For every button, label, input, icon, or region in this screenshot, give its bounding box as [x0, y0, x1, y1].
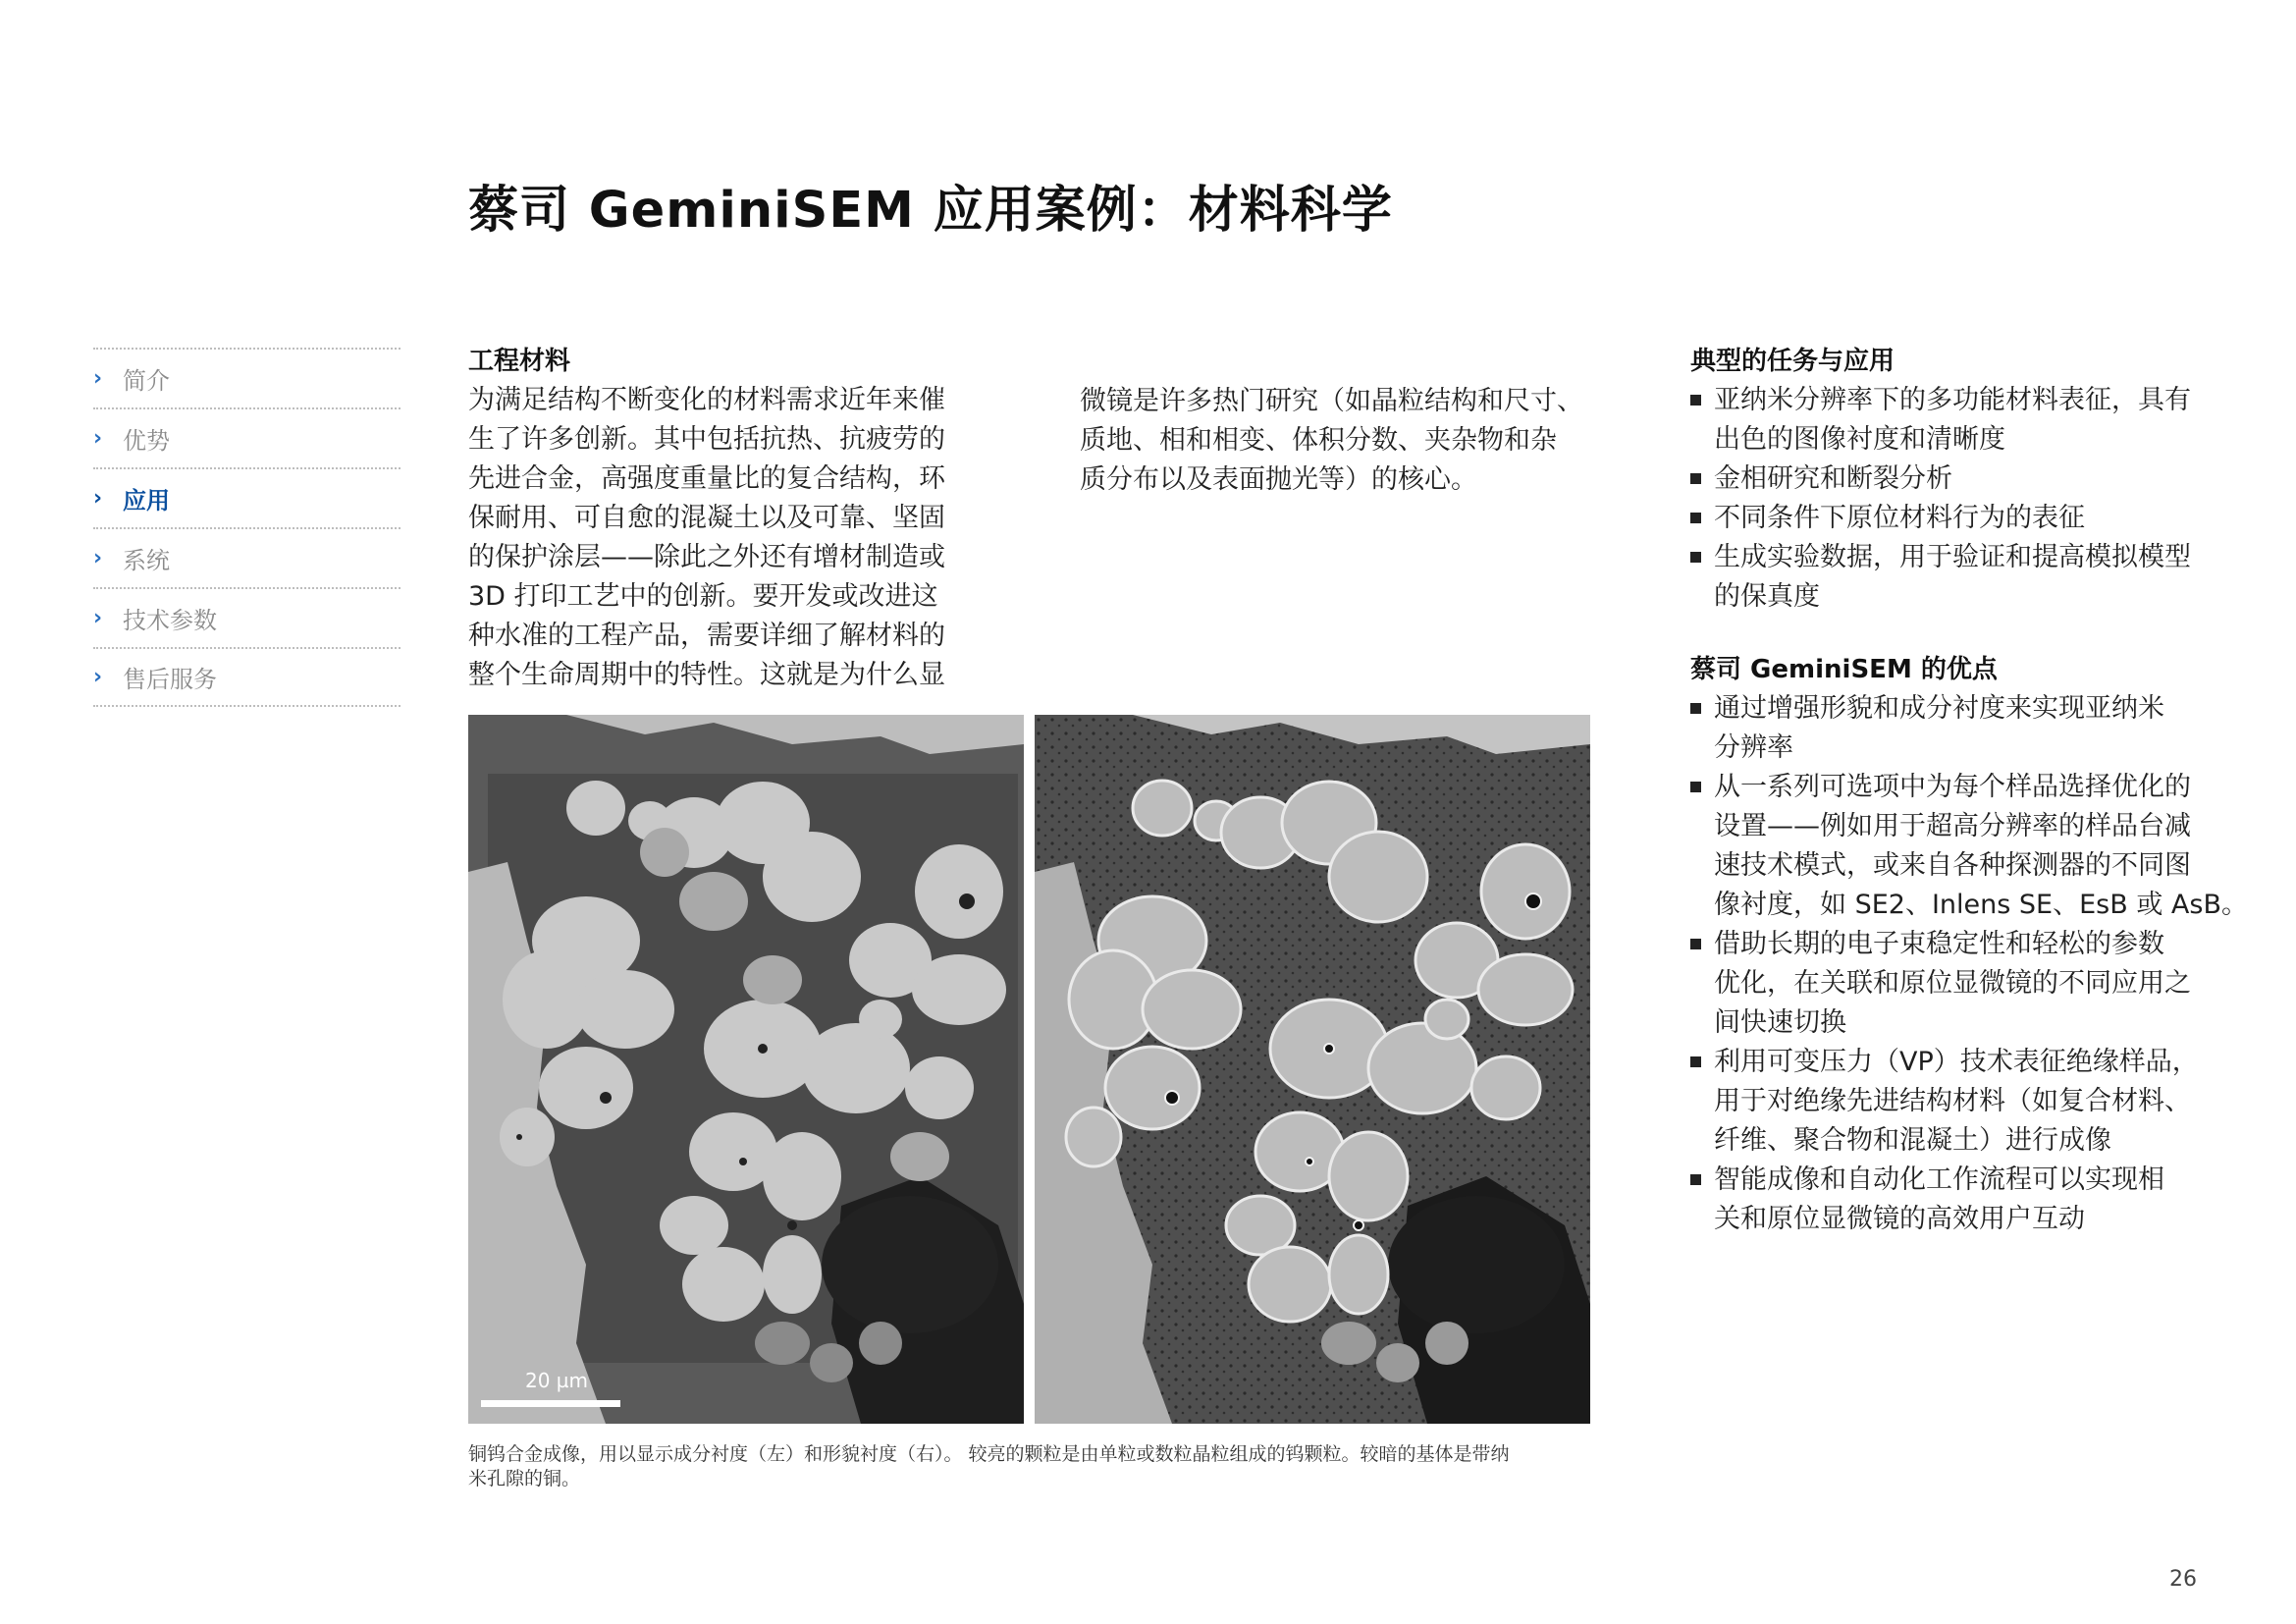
bullet-line: 金相研究和断裂分析	[1714, 463, 1952, 494]
bullet-line: 通过增强形貌和成分衬度来实现亚纳米	[1714, 693, 2164, 724]
bullet-line: 不同条件下原位材料行为的表征	[1714, 503, 2085, 533]
bullet-line: 纤维、聚合物和混凝土）进行成像	[1714, 1125, 2111, 1156]
nav-item-label: 系统	[123, 547, 170, 574]
bullet-line: 亚纳米分辨率下的多功能材料表征，具有	[1714, 385, 2191, 415]
bullet-line: 关和原位显微镜的高效用户互动	[1714, 1204, 2085, 1234]
nav-item-2[interactable]	[93, 467, 400, 527]
bullet-item	[1690, 768, 2248, 925]
page-title: 蔡司 GeminiSEM 应用案例：材料科学	[468, 182, 1393, 240]
paragraph-line: 的保护涂层——除此之外还有增材制造或	[468, 542, 945, 572]
bullet-line: 速技术模式，或来自各种探测器的不同图	[1714, 850, 2191, 881]
bullet-line: 优化，在关联和原位显微镜的不同应用之	[1714, 968, 2191, 999]
bullet-item	[1690, 1043, 2240, 1161]
paragraph-line: 为满足结构不断变化的材料需求近年来催	[468, 385, 945, 415]
micrograph-topographic	[1035, 715, 1590, 1424]
nav-item-5[interactable]	[93, 647, 400, 707]
bullet-item	[1690, 1161, 2240, 1239]
paragraph-line: 生了许多创新。其中包括抗热、抗疲劳的	[468, 424, 945, 455]
bullet-item	[1690, 925, 2240, 1043]
tasks-heading: 典型的任务与应用	[1690, 347, 1896, 376]
nav-item-4[interactable]	[93, 587, 400, 647]
bullet-line: 出色的图像衬度和清晰度	[1714, 424, 2005, 455]
caption-line: 米孔隙的铜。	[468, 1468, 581, 1489]
nav-item-label: 优势	[123, 427, 170, 455]
paragraph-line: 保耐用、可自愈的混凝土以及可靠、坚固	[468, 503, 945, 533]
page-number: 26	[2169, 1567, 2197, 1592]
bullet-line: 间快速切换	[1714, 1007, 1846, 1038]
right-column	[1690, 342, 2248, 1239]
bullet-line: 利用可变压力（VP）技术表征绝缘样品，	[1714, 1047, 2199, 1077]
paragraph-line: 质地、相和相变、体积分数、夹杂物和杂	[1080, 425, 1557, 456]
tasks-list	[1690, 381, 2240, 617]
chevron-right-icon: ›	[93, 426, 103, 451]
paragraph-line: 微镜是许多热门研究（如晶粒结构和尺寸、	[1080, 386, 1583, 416]
bullet-line: 从一系列可选项中为每个样品选择优化的	[1714, 772, 2191, 802]
nav-item-3[interactable]	[93, 527, 400, 587]
caption-line: 铜钨合金成像，用以显示成分衬度（左）和形貌衬度（右）。 较亮的颗粒是由单粒或数粒晶粒组成的钨颗粒。较暗的基体是带纳	[468, 1443, 1510, 1465]
paragraph-line: 3D 打印工艺中的创新。要开发或改进这	[468, 581, 938, 612]
chevron-right-icon: ›	[93, 665, 103, 689]
bullet-item	[1690, 689, 2240, 768]
bullet-line: 生成实验数据，用于验证和提高模拟模型	[1714, 542, 2191, 572]
bullet-line: 借助长期的电子束稳定性和轻松的参数	[1714, 929, 2164, 959]
engineering-column-1	[468, 342, 998, 695]
bullet-line: 用于对绝缘先进结构材料（如复合材料、	[1714, 1086, 2191, 1116]
nav-item-0[interactable]	[93, 348, 400, 407]
section-nav	[93, 348, 400, 707]
engineering-paragraph-2	[1080, 382, 1649, 500]
figure-caption	[468, 1442, 1627, 1491]
paragraph-line: 先进合金，高强度重量比的复合结构，环	[468, 463, 945, 494]
bullet-line: 智能成像和自动化工作流程可以实现相	[1714, 1164, 2164, 1195]
advantages-heading: 蔡司 GeminiSEM 的优点	[1690, 655, 1998, 684]
chevron-right-icon: ›	[93, 366, 103, 391]
scale-bar	[481, 1400, 620, 1407]
nav-item-label: 售后服务	[123, 666, 217, 693]
paragraph-line: 整个生命周期中的特性。这就是为什么显	[468, 660, 945, 690]
bullet-item	[1690, 381, 2240, 460]
paragraph-line: 种水准的工程产品，需要详细了解材料的	[468, 621, 945, 651]
chevron-right-icon: ›	[93, 546, 103, 570]
chevron-right-icon: ›	[93, 486, 103, 511]
nav-item-label: 技术参数	[123, 607, 217, 634]
bullet-item	[1690, 460, 2240, 499]
micrograph-compositional	[468, 715, 1024, 1424]
paragraph-line: 质分布以及表面抛光等）的核心。	[1080, 464, 1477, 495]
bullet-item	[1690, 499, 2240, 538]
advantages-list	[1690, 689, 2248, 1239]
bullet-line: 设置——例如用于超高分辨率的样品台减	[1714, 811, 2191, 841]
bullet-item	[1690, 538, 2240, 617]
bullet-line: 像衬度，如 SE2、Inlens SE、EsB 或 AsB。	[1714, 890, 2248, 920]
nav-item-label: 简介	[123, 367, 170, 395]
nav-item-label: 应用	[123, 487, 170, 514]
bullet-line: 的保真度	[1714, 581, 1820, 612]
engineering-column-2	[1080, 382, 1649, 500]
chevron-right-icon: ›	[93, 606, 103, 630]
bullet-line: 分辨率	[1714, 732, 1793, 763]
engineering-paragraph-1	[468, 381, 998, 695]
scale-bar-label: 20 µm	[525, 1369, 589, 1392]
engineering-heading: 工程材料	[468, 347, 571, 376]
nav-item-1[interactable]	[93, 407, 400, 467]
